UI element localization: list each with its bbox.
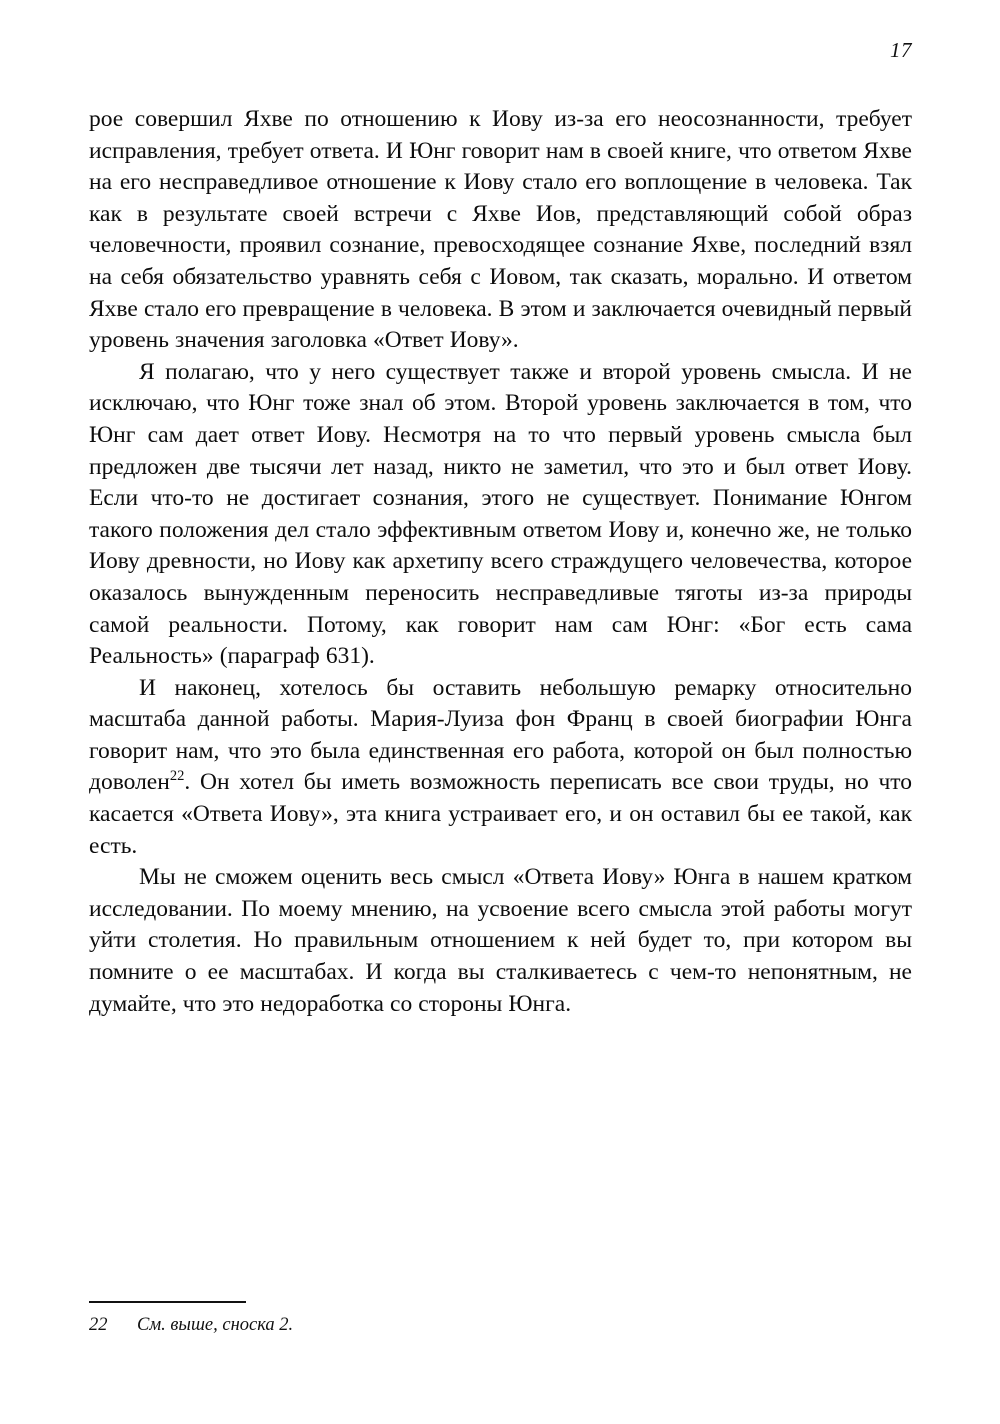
footnote-reference-marker[interactable]: 22 — [169, 768, 185, 785]
paragraph-text-before-footnote-ref: И наконец, хотелось бы оставить небольшую ремарку относительно масштаба данной работы. Мария-Луиза фон Франц в своей биографии Юнга говорит нам, что это была единственная его работа, которой он был полностью доволен — [89, 674, 912, 796]
footnote-area — [89, 1301, 912, 1337]
paragraph-text-after-footnote-ref: . Он хотел бы иметь возможность переписать все свои труды, но что касается «Ответа Иову», эта книга устраивает его, и он оставил бы ее такой, как есть. — [89, 769, 912, 859]
footnote-item — [89, 1313, 912, 1337]
footnote-number: 22 — [89, 1315, 108, 1335]
paragraph-continued: рое совершил Яхве по отношению к Иову из-за его неосознанности, требует исправления, требует ответа. И Юнг говорит нам в своей книге, что ответом Яхве на его несправедливое отношение к Иову стало его воплощение в человека. Так как в результате своей встречи с Яхве Иов, представляющий собой образ человечности, проявил сознание, превосходящее сознание Яхве, последний взял на себя обязательство уравнять себя с Иовом, так сказать, морально. И ответом Яхве стало его превращение в человека. В этом и заключается очевидный первый уровень значения заголовка «Ответ Иову». — [89, 106, 912, 354]
paragraph-with-footnote-ref — [89, 673, 912, 863]
footnote-text: См. выше, сноска 2. — [137, 1315, 294, 1335]
page-number: 17 — [890, 38, 912, 62]
paragraph: Я полагаю, что у него существует также и второй уровень смысла. И не исключаю, что Юнг тоже знал об этом. Второй уровень заключается в том, что Юнг сам дает ответ Иову. Несмотря на то что первый уровень смысла был предложен две тысячи лет назад, никто не заметил, что это и был ответ Иову. Если что-то не достигает сознания, этого не существует. Понимание Юнгом такого положения дел стало эффективным ответом Иову и, конечно же, не только Иову древности, но Иову как архетипу всего страждущего человечества, которое оказалось вынужденным переносить несправедливые тяготы из-за природы самой реальности. Потому, как говорит нам сам Юнг: «Бог есть сама Реальность» (параграф 631). — [89, 358, 912, 670]
footnote-separator-rule — [89, 1301, 246, 1303]
paragraph: Мы не сможем оценить весь смысл «Ответа Иову» Юнга в нашем кратком исследовании. По моему мнению, на усвоение всего смысла этой работы могут уйти столетия. Но правильным отношением к ней будет то, при котором вы помните о ее масштабах. И когда вы сталкиваетесь с чем-то непонятным, не думайте, что это недоработка со стороны Юнга. — [89, 864, 912, 1017]
body-text-block — [89, 104, 912, 1020]
